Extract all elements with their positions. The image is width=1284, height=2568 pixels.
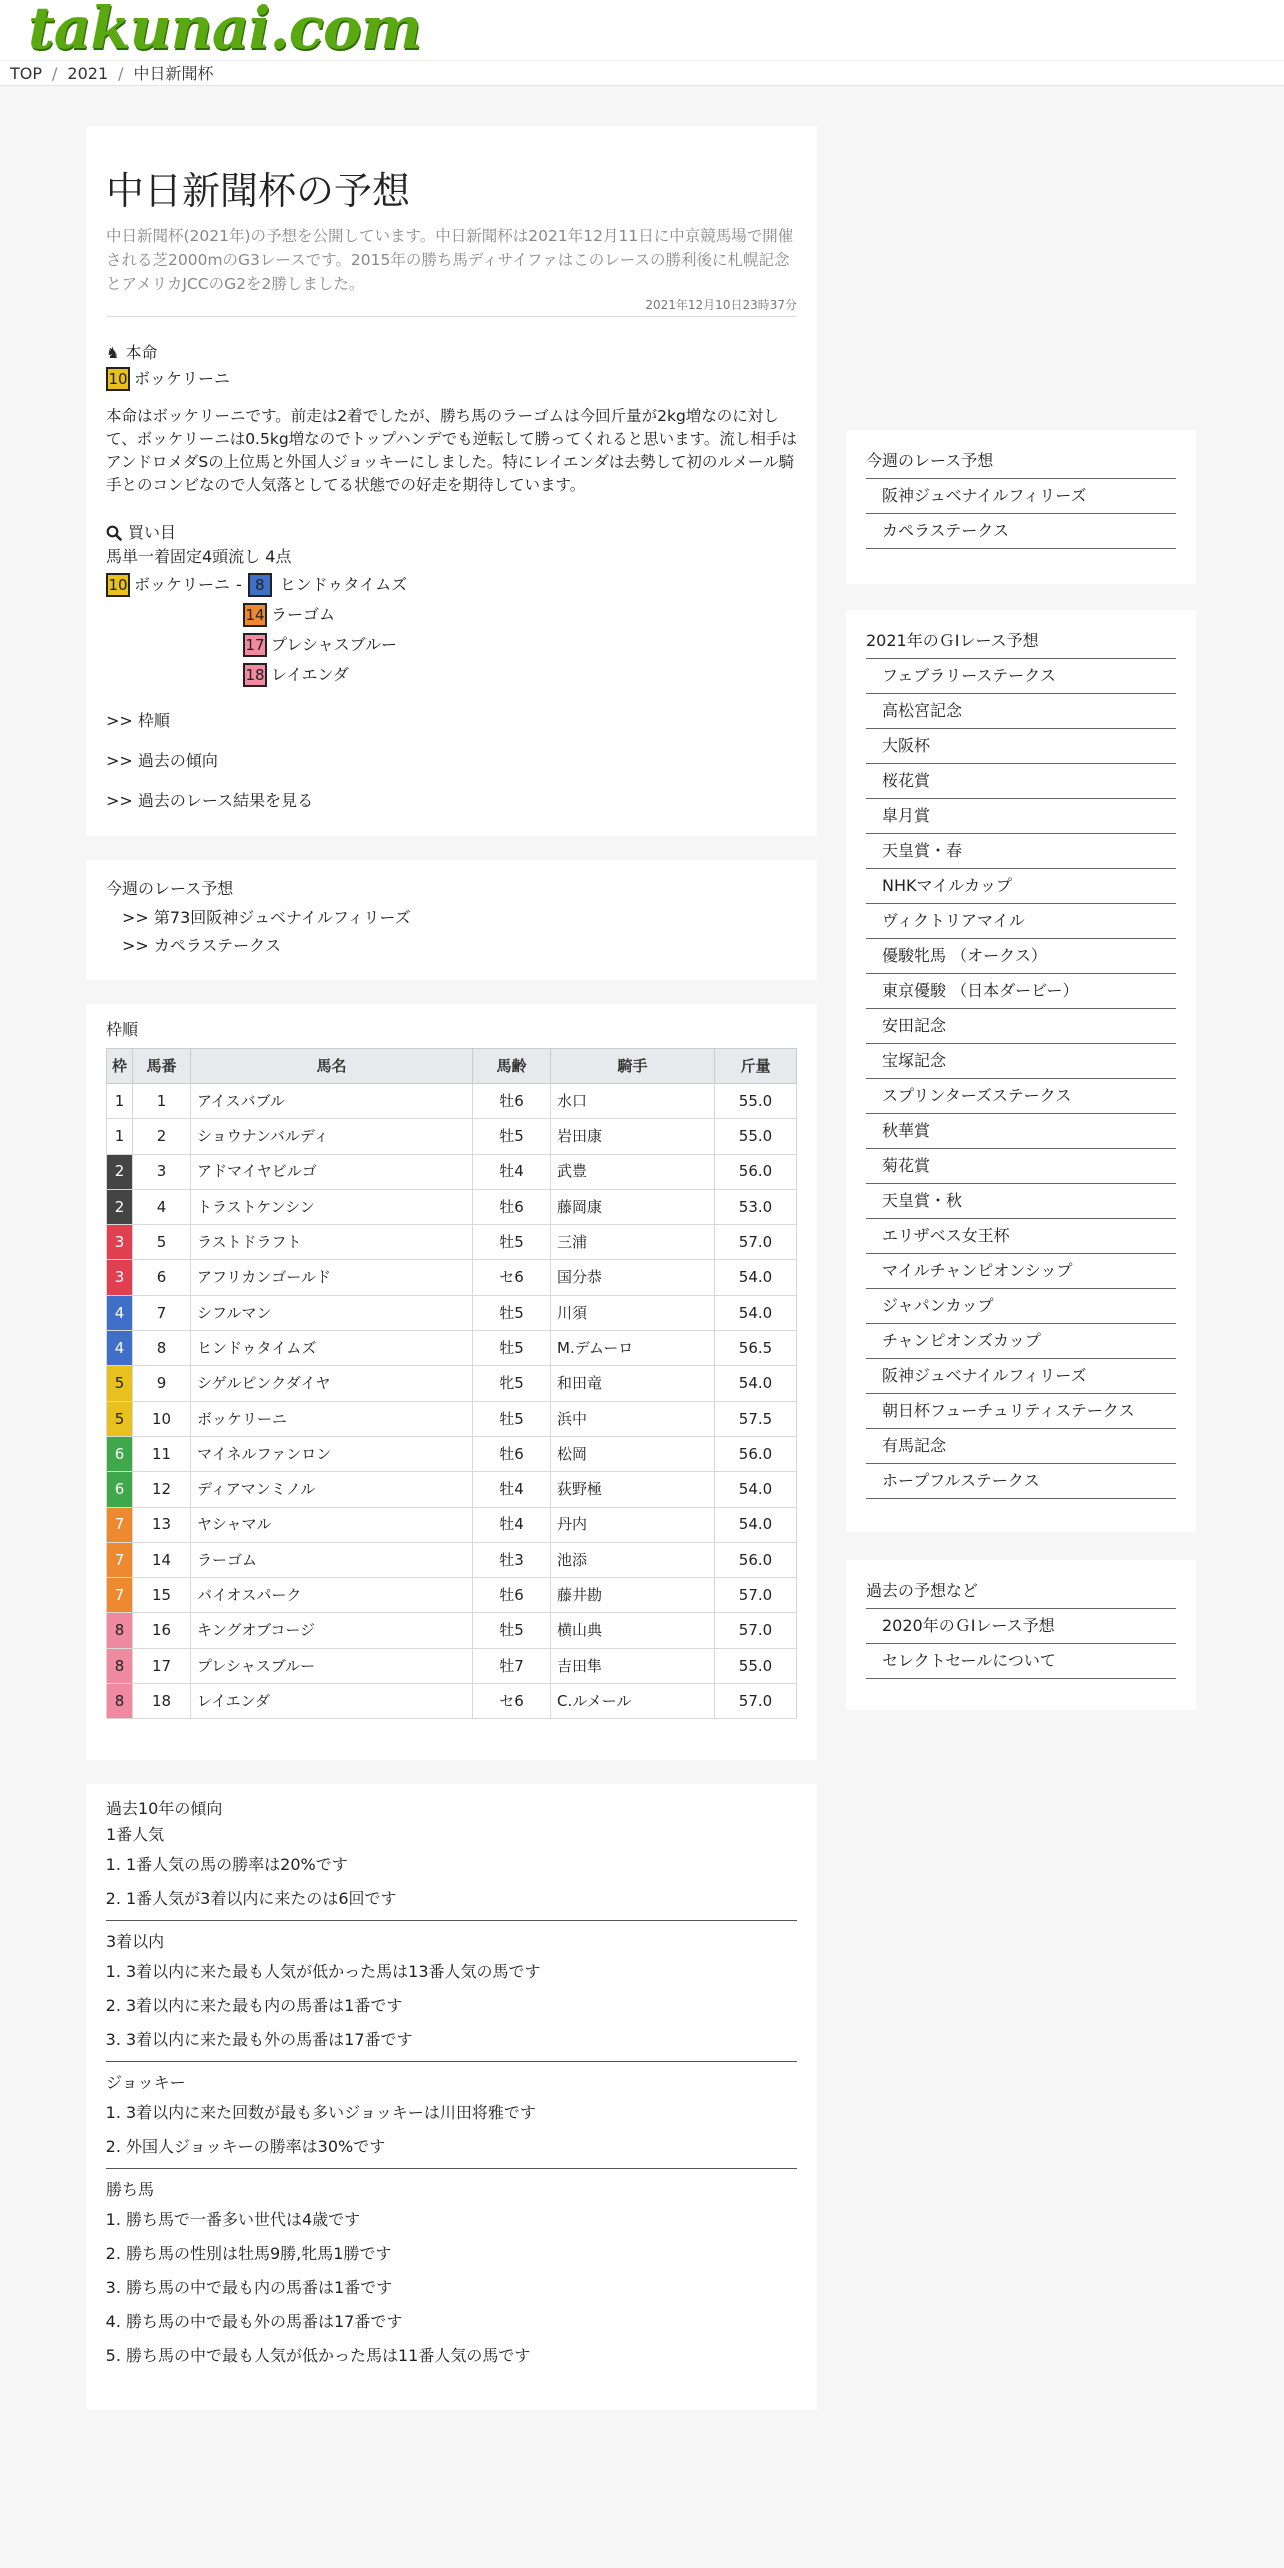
honmei-horse-name: ボッケリーニ <box>134 369 231 388</box>
jockey-cell: 横山典 <box>551 1613 715 1648</box>
trend-item: 2. 外国人ジョッキーの勝率は30%です <box>126 2130 797 2164</box>
jockey-cell: 和田竜 <box>551 1366 715 1401</box>
waku-cell: 8 <box>107 1648 133 1683</box>
table-row <box>107 1084 797 1119</box>
horse-name-cell: トラストケンシン <box>191 1189 473 1224</box>
sidebar-link[interactable]: 高松宮記念 <box>866 694 1176 729</box>
weight-cell: 57.0 <box>715 1225 797 1260</box>
bet-partner <box>243 663 349 687</box>
jockey-cell: 松岡 <box>551 1436 715 1471</box>
age-cell: 牡4 <box>473 1154 551 1189</box>
breadcrumb-separator: / <box>52 64 58 83</box>
horse-number-badge: 10 <box>106 367 130 391</box>
trend-category: 1番人気 <box>106 1825 165 1844</box>
article-lead: 中日新聞杯(2021年)の予想を公開しています。中日新聞杯は2021年12月11日に中京競馬場で開催される芝2000mのG3レースです。2015年の勝ち馬ディサイファはこのレースの勝利後に札幌記念とアメリカJCCのG2を2勝しました。 <box>106 227 794 293</box>
jockey-cell: 藤井勘 <box>551 1578 715 1613</box>
horse-name-cell: アドマイヤビルゴ <box>191 1154 473 1189</box>
honmei-heading <box>106 341 797 365</box>
horse-name-cell: キングオブコージ <box>191 1613 473 1648</box>
bet-first-horse <box>106 573 407 597</box>
table-row <box>107 1542 797 1577</box>
table-row <box>107 1119 797 1154</box>
horse-name: ボッケリーニ <box>134 575 231 594</box>
table-row <box>107 1684 797 1719</box>
trend-list <box>126 2203 797 2373</box>
trend-category: 勝ち馬 <box>106 2180 155 2199</box>
horse-name: プレシャスブルー <box>271 635 398 654</box>
weight-cell: 53.0 <box>715 1189 797 1224</box>
trend-item: 3. 勝ち馬の中で最も内の馬番は1番です <box>126 2271 797 2305</box>
horse-name: ラーゴム <box>271 605 336 624</box>
trends-title: 過去10年の傾向 <box>106 1799 223 1818</box>
umaban-cell: 10 <box>133 1401 191 1436</box>
horse-name-cell: ヤシャマル <box>191 1507 473 1542</box>
group-divider <box>106 2061 797 2062</box>
horse-head-icon: ♞ <box>106 343 120 362</box>
site-header <box>0 0 1284 86</box>
umaban-cell: 7 <box>133 1295 191 1330</box>
umaban-cell: 16 <box>133 1613 191 1648</box>
column-header: 馬番 <box>133 1049 191 1084</box>
weight-cell: 57.0 <box>715 1684 797 1719</box>
waku-cell: 3 <box>107 1260 133 1295</box>
link-past-results[interactable]: >> 過去のレース結果を見る <box>106 791 314 810</box>
horse-name-cell: レイエンダ <box>191 1684 473 1719</box>
sidebar-g1-races <box>846 610 1196 1532</box>
link-post-positions[interactable]: >> 枠順 <box>106 711 170 730</box>
horse-name-cell: プレシャスブルー <box>191 1648 473 1683</box>
sidebar-link[interactable]: チャンピオンズカップ <box>866 1324 1176 1359</box>
sidebar-link[interactable]: ヴィクトリアマイル <box>866 904 1176 939</box>
table-header-row <box>107 1049 797 1084</box>
table-row <box>107 1472 797 1507</box>
waku-cell: 7 <box>107 1507 133 1542</box>
umaban-cell: 2 <box>133 1119 191 1154</box>
table-row <box>107 1189 797 1224</box>
sidebar-link[interactable]: 阪神ジュベナイルフィリーズ <box>866 479 1176 514</box>
entries-title: 枠順 <box>106 1020 139 1039</box>
sidebar-link[interactable]: 阪神ジュベナイルフィリーズ <box>866 1359 1176 1394</box>
waku-cell: 2 <box>107 1154 133 1189</box>
waku-cell: 4 <box>107 1331 133 1366</box>
umaban-cell: 6 <box>133 1260 191 1295</box>
horse-name: レイエンダ <box>271 665 349 684</box>
bet-heading <box>106 521 797 545</box>
trend-category: 3着以内 <box>106 1932 165 1951</box>
sidebar-link[interactable]: フェブラリーステークス <box>866 659 1176 694</box>
weekly-races-box <box>86 860 817 980</box>
horse-name-cell: シフルマン <box>191 1295 473 1330</box>
waku-cell: 1 <box>107 1119 133 1154</box>
sidebar-link[interactable]: セレクトセールについて <box>866 1644 1176 1679</box>
age-cell: セ6 <box>473 1260 551 1295</box>
jockey-cell: 吉田隼 <box>551 1648 715 1683</box>
umaban-cell: 13 <box>133 1507 191 1542</box>
sidebar-heading: 過去の予想など <box>866 1574 1176 1609</box>
horse-number-badge: 8 <box>248 573 272 597</box>
umaban-cell: 12 <box>133 1472 191 1507</box>
sidebar-link[interactable]: 東京優駿 （日本ダービー） <box>866 974 1176 1009</box>
trend-item: 2. 3着以内に来た最も内の馬番は1番です <box>126 1989 797 2023</box>
column-header: 斤量 <box>715 1049 797 1084</box>
breadcrumb-current: 中日新聞杯 <box>133 64 214 83</box>
sidebar-link[interactable]: 天皇賞・秋 <box>866 1184 1176 1219</box>
waku-cell: 5 <box>107 1366 133 1401</box>
bet-label: 買い目 <box>128 523 177 542</box>
weight-cell: 56.0 <box>715 1154 797 1189</box>
bet-type: 馬単一着固定4頭流し 4点 <box>106 547 292 566</box>
sidebar-past-predictions <box>846 1560 1196 1710</box>
horse-name-cell: ショウナンバルディ <box>191 1119 473 1154</box>
trend-item: 1. 勝ち馬で一番多い世代は4歳です <box>126 2203 797 2237</box>
bet-partner <box>243 633 397 657</box>
sidebar-link[interactable]: 宝塚記念 <box>866 1044 1176 1079</box>
column-header: 騎手 <box>551 1049 715 1084</box>
sidebar-link[interactable]: カペラステークス <box>866 514 1176 549</box>
jockey-cell: M.デムーロ <box>551 1331 715 1366</box>
breadcrumb-separator: / <box>118 64 124 83</box>
weight-cell: 56.0 <box>715 1542 797 1577</box>
jockey-cell: 浜中 <box>551 1401 715 1436</box>
age-cell: 牡5 <box>473 1331 551 1366</box>
trend-item: 2. 勝ち馬の性別は牡馬9勝,牝馬1勝です <box>126 2237 797 2271</box>
umaban-cell: 11 <box>133 1436 191 1471</box>
column-header: 馬齢 <box>473 1049 551 1084</box>
weight-cell: 54.0 <box>715 1507 797 1542</box>
jockey-cell: 藤岡康 <box>551 1189 715 1224</box>
horse-name: ヒンドゥタイムズ <box>279 575 408 594</box>
jockey-cell: 岩田康 <box>551 1119 715 1154</box>
entries-section <box>86 1004 817 1760</box>
trend-list <box>126 1848 797 1916</box>
umaban-cell: 3 <box>133 1154 191 1189</box>
weight-cell: 54.0 <box>715 1295 797 1330</box>
weight-cell: 55.0 <box>715 1084 797 1119</box>
bet-partner <box>243 603 335 627</box>
age-cell: セ6 <box>473 1684 551 1719</box>
umaban-cell: 18 <box>133 1684 191 1719</box>
waku-cell: 8 <box>107 1613 133 1648</box>
sidebar-heading: 今週のレース予想 <box>866 444 1176 479</box>
horse-name-cell: ヒンドゥタイムズ <box>191 1331 473 1366</box>
table-row <box>107 1401 797 1436</box>
weight-cell: 56.0 <box>715 1436 797 1471</box>
group-divider <box>106 2168 797 2169</box>
age-cell: 牡6 <box>473 1189 551 1224</box>
honmei-pick <box>106 367 797 391</box>
weight-cell: 56.5 <box>715 1331 797 1366</box>
table-row <box>107 1225 797 1260</box>
table-row <box>107 1366 797 1401</box>
waku-cell: 4 <box>107 1295 133 1330</box>
prediction-comment: 本命はボッケリーニです。前走は2着でしたが、勝ち馬のラーゴムは今回斤量が2kg増なのに対して、ボッケリーニは0.5kg増なのでトップハンデでも逆転して勝ってくれると思います。流し相手はアンドロメダSの上位馬と外国人ジョッキーにしました。特にレイエンダは去勢して初のルメール騎手とのコンビなので人気落としてる状態での好走を期待しています。 <box>106 407 797 494</box>
sidebar-link[interactable]: 優駿牝馬 （オークス） <box>866 939 1176 974</box>
sidebar-link[interactable]: 大阪杯 <box>866 729 1176 764</box>
waku-cell: 2 <box>107 1189 133 1224</box>
trend-item: 4. 勝ち馬の中で最も外の馬番は17番です <box>126 2305 797 2339</box>
sidebar-link[interactable]: ジャパンカップ <box>866 1289 1176 1324</box>
horse-name-cell: バイオスパーク <box>191 1578 473 1613</box>
age-cell: 牡6 <box>473 1084 551 1119</box>
horse-name-cell: ボッケリーニ <box>191 1401 473 1436</box>
umaban-cell: 5 <box>133 1225 191 1260</box>
group-divider <box>106 1920 797 1921</box>
age-cell: 牡6 <box>473 1436 551 1471</box>
jockey-cell: 池添 <box>551 1542 715 1577</box>
trend-item: 2. 1番人気が3着以内に来たのは6回です <box>126 1882 797 1916</box>
age-cell: 牡7 <box>473 1648 551 1683</box>
umaban-cell: 8 <box>133 1331 191 1366</box>
jockey-cell: 荻野極 <box>551 1472 715 1507</box>
weight-cell: 57.0 <box>715 1613 797 1648</box>
horse-name-cell: アフリカンゴールド <box>191 1260 473 1295</box>
search-icon <box>106 525 122 541</box>
waku-cell: 7 <box>107 1542 133 1577</box>
table-row <box>107 1648 797 1683</box>
umaban-cell: 4 <box>133 1189 191 1224</box>
bet-dash: - <box>236 575 242 594</box>
honmei-label: 本命 <box>125 343 158 362</box>
sidebar-link[interactable]: 皐月賞 <box>866 799 1176 834</box>
breadcrumb-year[interactable]: 2021 <box>67 64 109 83</box>
sidebar-heading: 2021年のＧⅠレース予想 <box>866 624 1176 659</box>
weight-cell: 57.5 <box>715 1401 797 1436</box>
sidebar-link[interactable]: ホープフルステークス <box>866 1464 1176 1499</box>
sidebar-link[interactable]: 安田記念 <box>866 1009 1176 1044</box>
horse-name-cell: シゲルピンクダイヤ <box>191 1366 473 1401</box>
weight-cell: 55.0 <box>715 1648 797 1683</box>
age-cell: 牡5 <box>473 1295 551 1330</box>
waku-cell: 7 <box>107 1578 133 1613</box>
age-cell: 牡4 <box>473 1507 551 1542</box>
umaban-cell: 15 <box>133 1578 191 1613</box>
page-title: 中日新聞杯の予想 <box>106 169 411 213</box>
table-row <box>107 1436 797 1471</box>
horse-number-badge: 14 <box>243 603 267 627</box>
horse-number-badge: 10 <box>106 573 130 597</box>
sidebar-link[interactable]: エリザベス女王杯 <box>866 1219 1176 1254</box>
age-cell: 牡3 <box>473 1542 551 1577</box>
umaban-cell: 14 <box>133 1542 191 1577</box>
jockey-cell: 国分恭 <box>551 1260 715 1295</box>
trend-list <box>126 1955 797 2057</box>
jockey-cell: 丹内 <box>551 1507 715 1542</box>
age-cell: 牡4 <box>473 1472 551 1507</box>
table-row <box>107 1507 797 1542</box>
sidebar-link[interactable]: スプリンターズステークス <box>866 1079 1176 1114</box>
trend-item: 3. 3着以内に来た最も外の馬番は17番です <box>126 2023 797 2057</box>
jockey-cell: C.ルメール <box>551 1684 715 1719</box>
trend-category: ジョッキー <box>106 2073 186 2092</box>
sidebar-link[interactable]: 2020年のＧⅠレース予想 <box>866 1609 1176 1644</box>
entries-table <box>106 1048 797 1719</box>
umaban-cell: 17 <box>133 1648 191 1683</box>
sidebar-link[interactable]: マイルチャンピオンシップ <box>866 1254 1176 1289</box>
horse-name-cell: マイネルファンロン <box>191 1436 473 1471</box>
sidebar-weekly-races <box>846 430 1196 584</box>
column-header: 馬名 <box>191 1049 473 1084</box>
horse-name-cell: ラーゴム <box>191 1542 473 1577</box>
trend-item: 1. 3着以内に来た最も人気が低かった馬は13番人気の馬です <box>126 1955 797 1989</box>
weight-cell: 54.0 <box>715 1260 797 1295</box>
horse-name-cell: ラストドラフト <box>191 1225 473 1260</box>
past-trends-section <box>86 1784 817 2410</box>
weekly-race-link[interactable]: >> 第73回阪神ジュベナイルフィリーズ <box>122 908 411 927</box>
weight-cell: 55.0 <box>715 1119 797 1154</box>
sidebar-link[interactable]: 桜花賞 <box>866 764 1176 799</box>
horse-name-cell: ディアマンミノル <box>191 1472 473 1507</box>
header-divider <box>0 60 1284 61</box>
jockey-cell: 川須 <box>551 1295 715 1330</box>
link-past-trends[interactable]: >> 過去の傾向 <box>106 751 218 770</box>
horse-name-cell: アイスバブル <box>191 1084 473 1119</box>
weight-cell: 57.0 <box>715 1578 797 1613</box>
waku-cell: 6 <box>107 1472 133 1507</box>
table-row <box>107 1260 797 1295</box>
sidebar-link[interactable]: 秋華賞 <box>866 1114 1176 1149</box>
age-cell: 牝5 <box>473 1366 551 1401</box>
umaban-cell: 9 <box>133 1366 191 1401</box>
sidebar-link[interactable]: 天皇賞・春 <box>866 834 1176 869</box>
table-row <box>107 1613 797 1648</box>
jockey-cell: 武豊 <box>551 1154 715 1189</box>
table-row <box>107 1295 797 1330</box>
age-cell: 牡5 <box>473 1613 551 1648</box>
column-header: 枠 <box>107 1049 133 1084</box>
waku-cell: 5 <box>107 1401 133 1436</box>
table-row <box>107 1331 797 1366</box>
sidebar-link[interactable]: NHKマイルカップ <box>866 869 1176 904</box>
umaban-cell: 1 <box>133 1084 191 1119</box>
age-cell: 牡5 <box>473 1119 551 1154</box>
age-cell: 牡5 <box>473 1401 551 1436</box>
site-logo[interactable]: takunai.com <box>28 0 422 62</box>
weight-cell: 54.0 <box>715 1366 797 1401</box>
horse-number-badge: 17 <box>243 633 267 657</box>
prediction-article <box>86 126 817 836</box>
waku-cell: 8 <box>107 1684 133 1719</box>
breadcrumb-top[interactable]: TOP <box>10 64 43 83</box>
trend-item: 1. 3着以内に来た回数が最も多いジョッキーは川田将雅です <box>126 2096 797 2130</box>
weekly-race-link[interactable]: >> カペラステークス <box>122 936 281 955</box>
published-date: 2021年12月10日23時37分 <box>106 296 797 317</box>
waku-cell: 3 <box>107 1225 133 1260</box>
waku-cell: 1 <box>107 1084 133 1119</box>
age-cell: 牡6 <box>473 1578 551 1613</box>
table-row <box>107 1154 797 1189</box>
breadcrumb <box>10 62 214 86</box>
weekly-races-title: 今週のレース予想 <box>106 879 234 898</box>
bet-combination <box>106 573 797 693</box>
waku-cell: 6 <box>107 1436 133 1471</box>
age-cell: 牡5 <box>473 1225 551 1260</box>
weight-cell: 54.0 <box>715 1472 797 1507</box>
sidebar-link[interactable]: 菊花賞 <box>866 1149 1176 1184</box>
horse-number-badge: 18 <box>243 663 267 687</box>
trend-item: 1. 1番人気の馬の勝率は20%です <box>126 1848 797 1882</box>
table-row <box>107 1578 797 1613</box>
jockey-cell: 三浦 <box>551 1225 715 1260</box>
jockey-cell: 水口 <box>551 1084 715 1119</box>
trend-list <box>126 2096 797 2164</box>
trend-item: 5. 勝ち馬の中で最も人気が低かった馬は11番人気の馬です <box>126 2339 797 2373</box>
sidebar-link[interactable]: 有馬記念 <box>866 1429 1176 1464</box>
sidebar-link[interactable]: 朝日杯フューチュリティステークス <box>866 1394 1176 1429</box>
